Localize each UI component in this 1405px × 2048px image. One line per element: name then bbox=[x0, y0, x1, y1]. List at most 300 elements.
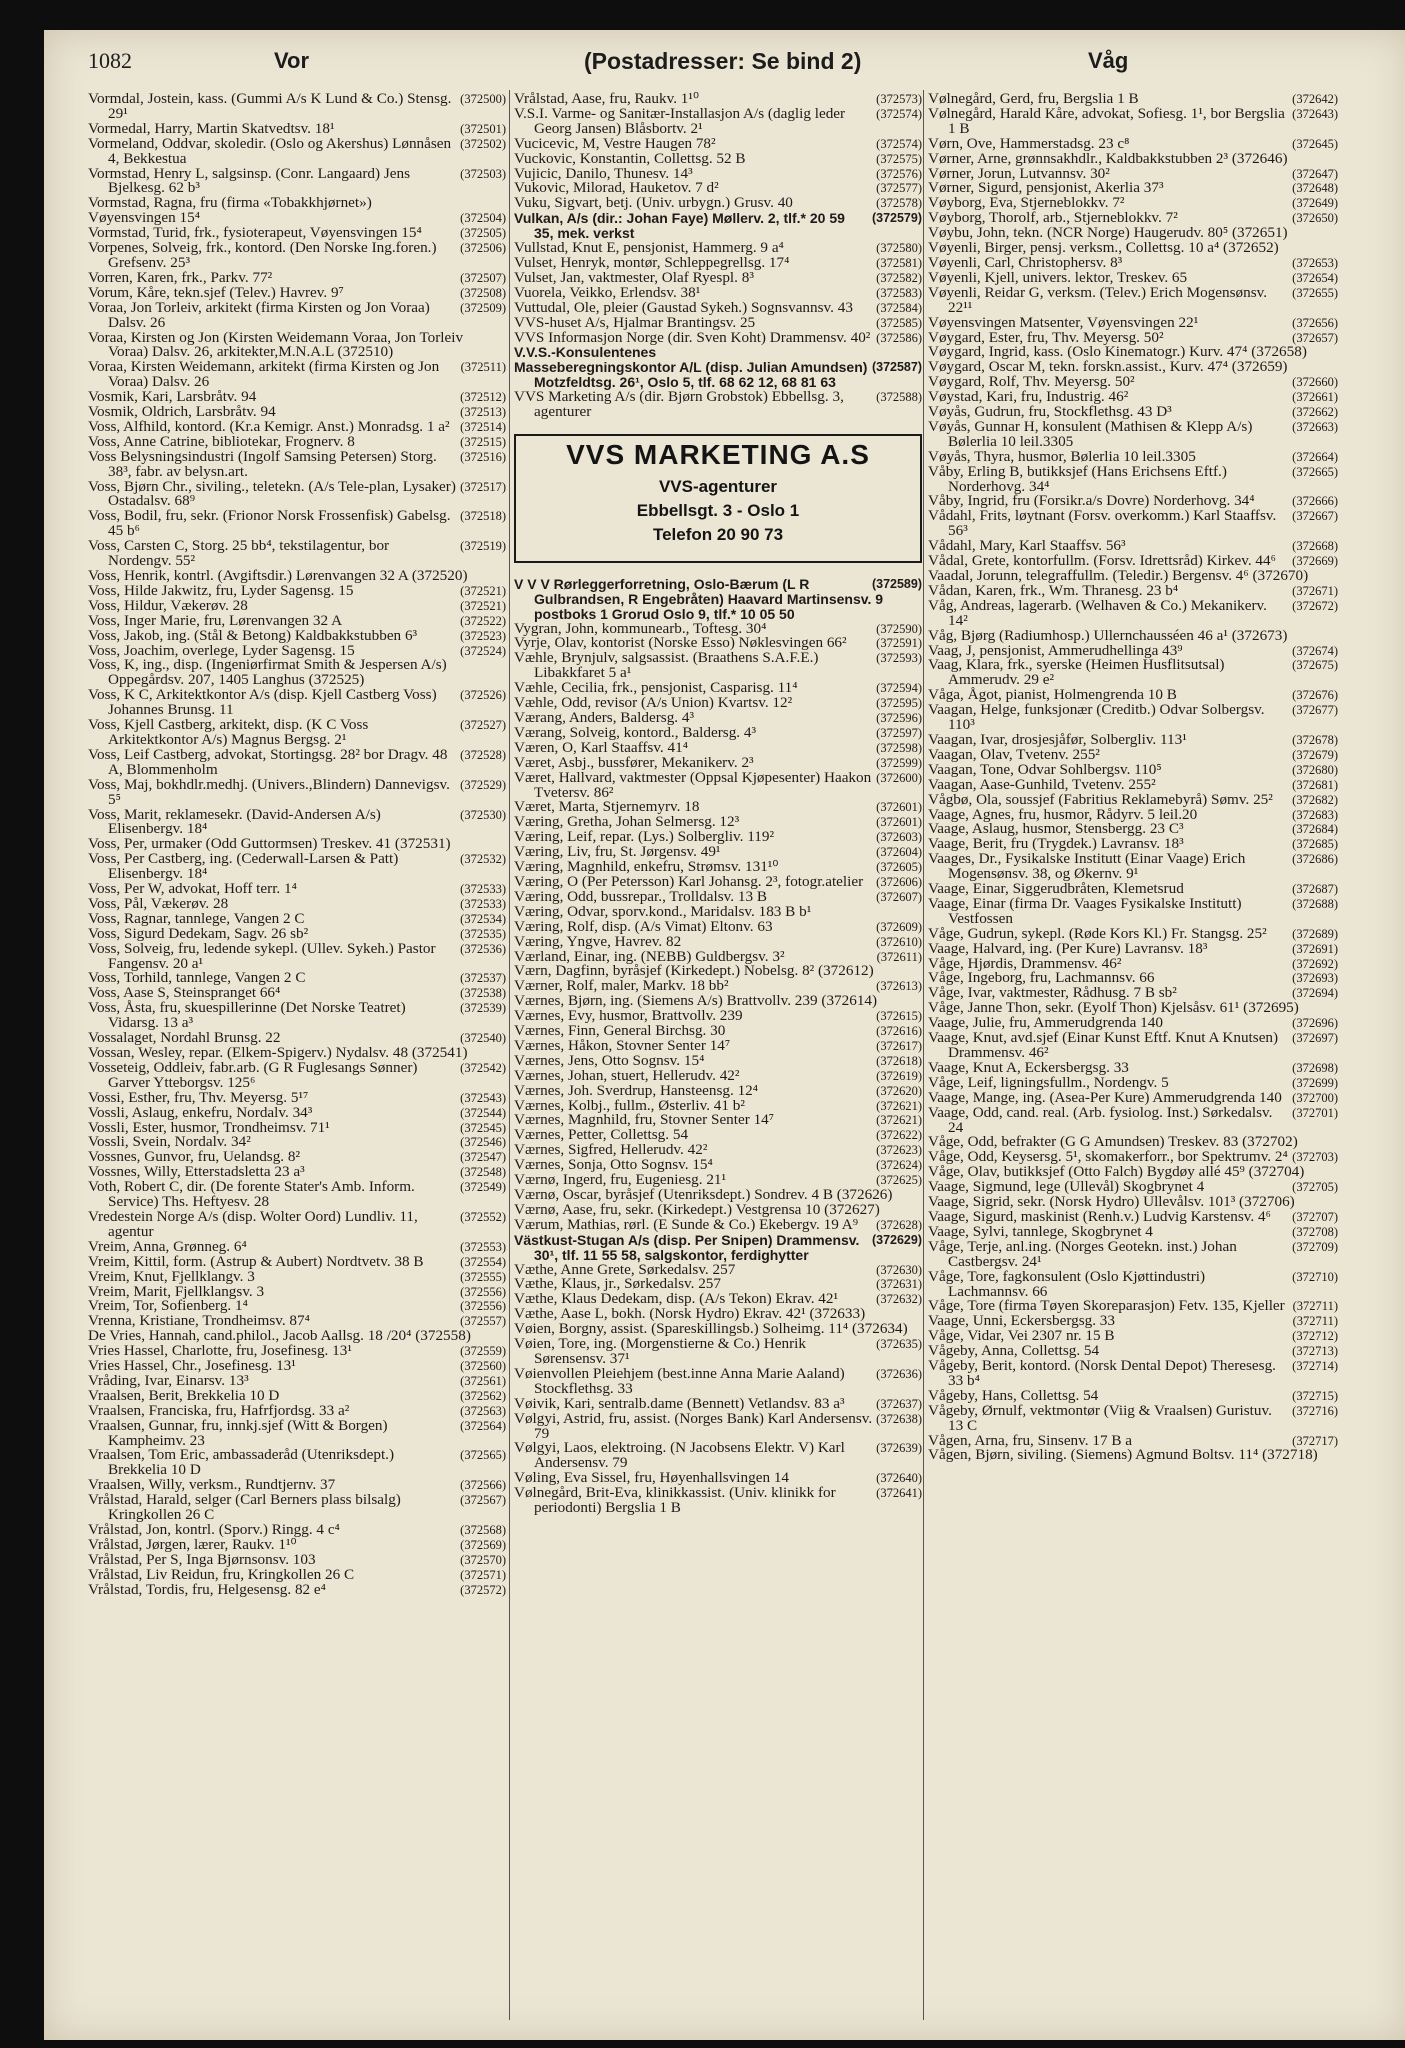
directory-entry bbox=[928, 462, 1338, 495]
entry-text: Våg, Bjørg (Radiumhosp.) Ullernchausséen 46 a¹ (372673) bbox=[928, 626, 1288, 644]
entry-text: Værnes, Evy, husmor, Brattvollv. 239 bbox=[514, 1007, 743, 1025]
directory-entry bbox=[88, 1207, 506, 1240]
entry-text: Vøien, Borgny, assist. (Spareskillingsb.) Solheimg. 11⁴ (372634) bbox=[514, 1320, 908, 1338]
directory-entry bbox=[514, 104, 922, 137]
entry-text: Våge, Tore (firma Tøyen Skoreparasjon) Fetv. 135, Kjeller bbox=[928, 1297, 1285, 1315]
entry-number: (372536) bbox=[460, 941, 506, 956]
entry-number: (372715) bbox=[1292, 1388, 1338, 1403]
entry-number: (372533) bbox=[460, 896, 506, 911]
entry-text: Voss, Pål, Vækerøv. 28 bbox=[88, 894, 229, 912]
entry-number: (372588) bbox=[876, 390, 922, 405]
entry-text: Vøygard, Oscar M, tekn. forskn.assist., Kurv. 47⁴ (372659) bbox=[928, 358, 1288, 376]
entry-text: Vøygard, Rolf, Thv. Meyersg. 50² bbox=[928, 373, 1135, 391]
entry-number: (372524) bbox=[460, 643, 506, 658]
entry-number: (372676) bbox=[1292, 688, 1338, 703]
entry-number: (372622) bbox=[876, 1128, 922, 1143]
entry-text: Våge, Hjørdis, Drammensv. 46² bbox=[928, 954, 1122, 972]
entry-text: Værnes, Håkon, Stovner Senter 14⁷ bbox=[514, 1036, 731, 1054]
entry-number: (372680) bbox=[1292, 762, 1338, 777]
directory-entry bbox=[514, 577, 922, 622]
ad-subtitle: VVS-agenturer bbox=[658, 476, 778, 496]
entry-text: Vossnes, Gunvor, fru, Uelandsg. 8² bbox=[88, 1148, 301, 1166]
entry-number: (372575) bbox=[876, 151, 922, 166]
entry-number: (372712) bbox=[1292, 1329, 1338, 1344]
entry-number: (372522) bbox=[460, 613, 506, 628]
entry-text: Vådal, Grete, kontorfullm. (Forsv. Idrettsråd) Kirkev. 44⁶ bbox=[928, 552, 1276, 570]
entry-text: Voss, Hilde Jakwitz, fru, Lyder Sagensg. 15 bbox=[88, 581, 354, 599]
entry-text: Våge, Terje, anl.ing. (Norges Geotekn. inst.) Johan Castbergsv. 24¹ bbox=[928, 1237, 1237, 1270]
entry-text: Vølnegård, Harald Kåre, advokat, Sofiesg. 1¹, bor Bergslia 1 B bbox=[928, 104, 1285, 137]
entry-number: (372628) bbox=[876, 1217, 922, 1232]
directory-entry bbox=[928, 1031, 1338, 1061]
entry-number: (372669) bbox=[1292, 554, 1338, 569]
entry-text: Vrenna, Kristiane, Trondheimsv. 87⁴ bbox=[88, 1312, 310, 1330]
entry-text: Vraalsen, Berit, Brekkelia 10 D bbox=[88, 1386, 280, 1404]
entry-number: (372556) bbox=[460, 1299, 506, 1314]
entry-text: Vrålstad, Tordis, fru, Helgesensg. 82 e⁴ bbox=[88, 1580, 326, 1598]
entry-number: (372607) bbox=[876, 889, 922, 904]
entry-text: Vraalsen, Franciska, fru, Hafrfjordsg. 33 a² bbox=[88, 1401, 350, 1419]
entry-text: Vaage, Agnes, fru, husmor, Rådyrv. 5 leil.20 bbox=[928, 805, 1198, 823]
entry-number: (372664) bbox=[1292, 449, 1338, 464]
entry-text: Vaages, Dr., Fysikalske Institutt (Einar Vaage) Erich Mogensønsv. 38, og Økernv. 9¹ bbox=[928, 850, 1246, 883]
directory-entry bbox=[514, 1486, 922, 1516]
directory-entry bbox=[88, 688, 506, 718]
entry-number: (372537) bbox=[460, 971, 506, 986]
entry-number: (372587) bbox=[871, 360, 922, 375]
directory-entry bbox=[928, 852, 1338, 882]
entry-number: (372640) bbox=[876, 1471, 922, 1486]
directory-entry bbox=[928, 658, 1338, 688]
entry-text: Vøyborg, Eva, Stjerneblokkv. 7² bbox=[928, 194, 1125, 212]
directory-entry bbox=[928, 1359, 1338, 1389]
entry-text: Voss, Per W, advokat, Hoff terr. 1⁴ bbox=[88, 880, 297, 898]
entry-number: (372618) bbox=[876, 1053, 922, 1068]
entry-text: Vaag, Klara, frk., syerske (Heimen Husflitsutsal) Ammerudv. 29 e² bbox=[928, 656, 1225, 689]
entry-number: (372500) bbox=[460, 92, 506, 106]
entry-text: Vøienvollen Pleiehjem (best.inne Anna Marie Aaland) Stockflethsg. 33 bbox=[514, 1364, 845, 1397]
entry-number: (372547) bbox=[460, 1150, 506, 1165]
entry-number: (372501) bbox=[460, 121, 506, 136]
entry-text: Vågen, Bjørn, siviling. (Siemens) Agmund Boltsv. 11⁴ (372718) bbox=[928, 1446, 1318, 1464]
entry-number: (372621) bbox=[876, 1113, 922, 1128]
entry-text: Vukovic, Milorad, Hauketov. 7 d² bbox=[514, 179, 719, 197]
entry-number: (372711) bbox=[1292, 1299, 1338, 1314]
entry-number: (372578) bbox=[876, 196, 922, 211]
directory-entry bbox=[88, 539, 506, 569]
entry-text: Vullstad, Knut E, pensjonist, Hammerg. 9 a⁴ bbox=[514, 239, 784, 257]
entry-text: Værnes, Bjørn, ing. (Siemens A/s) Brattvollv. 239 (372614) bbox=[514, 992, 878, 1010]
entry-number: (372668) bbox=[1292, 539, 1338, 554]
entry-number: (372679) bbox=[1292, 747, 1338, 762]
entry-text: Værnes, Kolbj., fullm., Østerliv. 41 b² bbox=[514, 1096, 745, 1114]
entry-number: (372507) bbox=[460, 270, 506, 285]
entry-text: Vørner, Arne, grønnsakhdlr., Kaldbakkstubben 2³ (372646) bbox=[928, 149, 1288, 167]
entry-text: Vossli, Svein, Nordalv. 34² bbox=[88, 1133, 251, 1151]
entry-text: Vøyborg, Thorolf, arb., Stjerneblokkv. 7² bbox=[928, 209, 1178, 227]
entry-number: (372518) bbox=[460, 509, 506, 524]
entry-text: Vågen, Arna, fru, Sinsenv. 17 B a bbox=[928, 1431, 1133, 1449]
entry-number: (372589) bbox=[871, 576, 922, 591]
entry-text: Voss, Kjell Castberg, arkitekt, disp. (K C Voss Arkitektkontor A/s) Magnus Bergsg. 2¹ bbox=[88, 716, 369, 748]
entry-number: (372713) bbox=[1292, 1344, 1338, 1359]
entry-number: (372565) bbox=[460, 1448, 506, 1463]
directory-entry bbox=[928, 283, 1338, 316]
entry-text: Voraa, Jon Torleiv, arkitekt (firma Kirsten og Jon Voraa) Dalsv. 26 bbox=[88, 298, 430, 331]
entry-text: Vaage, Sylvi, tannlege, Skogbrynet 4 bbox=[928, 1222, 1153, 1240]
entry-number: (372698) bbox=[1292, 1060, 1338, 1075]
directory-entry bbox=[514, 768, 922, 801]
entry-number: (372535) bbox=[460, 926, 506, 941]
directory-entry bbox=[514, 1215, 922, 1233]
entry-number: (372697) bbox=[1292, 1031, 1338, 1046]
entry-number: (372594) bbox=[876, 681, 922, 696]
entry-text: Voss, Leif Castberg, advokat, Stortingsg. 28² bor Dragv. 48 A, Blommenholm bbox=[88, 745, 448, 778]
entry-number: (372631) bbox=[876, 1277, 922, 1292]
entry-number: (372671) bbox=[1292, 583, 1338, 598]
entry-text: Vøyås, Thyra, husmor, Bølerlia 10 leil.3305 bbox=[928, 447, 1196, 465]
entry-number: (372616) bbox=[876, 1024, 922, 1039]
entry-number: (372611) bbox=[876, 949, 922, 964]
entry-text: V V V Rørleggerforretning, Oslo-Bærum (L R Gulbrandsen, R Engebråten) Haavard Martinsensv. 9 postboks 1 Grorud Oslo 9, tlf.* 10 05 50 bbox=[514, 575, 884, 622]
entry-number: (372506) bbox=[460, 241, 506, 256]
entry-number: (372694) bbox=[1292, 986, 1338, 1001]
entry-text: Vådahl, Frits, løytnant (Forsv. overkomm.) Karl Staaffsv. 56³ bbox=[928, 507, 1277, 540]
entry-number: (372546) bbox=[460, 1135, 506, 1150]
directory-entry bbox=[88, 745, 506, 778]
entry-number: (372615) bbox=[876, 1009, 922, 1024]
directory-entry bbox=[928, 894, 1338, 927]
entry-text: Voss, Alfhild, kontord. (Kr.a Kemigr. Anst.) Monradsg. 1 a² bbox=[88, 417, 450, 435]
directory-entry bbox=[514, 1233, 922, 1263]
entry-number: (372707) bbox=[1292, 1209, 1338, 1224]
entry-text: Vøyås, Gunnar H, konsulent (Mathisen & Klepp A/s) Bølerlia 10 leil.3305 bbox=[928, 417, 1253, 450]
entry-number: (372603) bbox=[876, 830, 922, 845]
entry-number: (372559) bbox=[460, 1344, 506, 1359]
entry-number: (372701) bbox=[1292, 1105, 1338, 1120]
entry-text: Vøling, Eva Sissel, fru, Høyenhallsvingen 14 bbox=[514, 1469, 790, 1487]
entry-text: Voss, Aase S, Steinspranget 66⁴ bbox=[88, 984, 281, 1002]
entry-text: Væhle, Odd, revisor (A/s Union) Kvartsv. 12² bbox=[514, 694, 793, 712]
entry-text: Vaage, Aslaug, husmor, Stensbergg. 23 C³ bbox=[928, 820, 1184, 838]
entry-number: (372689) bbox=[1292, 926, 1338, 941]
entry-text: Voss, Torhild, tannlege, Vangen 2 C bbox=[88, 969, 306, 987]
entry-number: (372688) bbox=[1292, 896, 1338, 911]
entry-text: Værnø, Aase, fru, sekr. (Kirkedept.) Vestgrensa 10 (372627) bbox=[514, 1200, 880, 1218]
entry-text: Vådan, Karen, frk., Wm. Thranesg. 23 b⁴ bbox=[928, 581, 1179, 599]
directory-entry bbox=[514, 1337, 922, 1367]
directory-entry bbox=[514, 651, 922, 681]
entry-number: (372648) bbox=[1292, 181, 1338, 196]
entry-number: (372714) bbox=[1292, 1359, 1338, 1374]
entry-text: Vøyensvingen Matsenter, Vøyensvingen 22¹ bbox=[928, 313, 1199, 331]
entry-text: Vråding, Ivar, Einarsv. 13³ bbox=[88, 1371, 249, 1389]
entry-number: (372539) bbox=[460, 1001, 506, 1016]
entry-number: (372576) bbox=[876, 166, 922, 181]
entry-text: Vuorela, Veikko, Erlendsv. 38¹ bbox=[514, 283, 701, 301]
entry-number: (372632) bbox=[876, 1292, 922, 1307]
entry-number: (372528) bbox=[460, 747, 506, 762]
entry-text: Vossli, Aslaug, enkefru, Nordalv. 34³ bbox=[88, 1103, 313, 1121]
entry-text: Voss, Inger Marie, fru, Lørenvangen 32 A bbox=[88, 611, 343, 629]
directory-entry bbox=[88, 447, 506, 480]
entry-number: (372563) bbox=[460, 1403, 506, 1418]
entry-number: (372540) bbox=[460, 1031, 506, 1046]
directory-entry bbox=[88, 1180, 506, 1210]
entry-text: Vaage, Sigmund, lege (Ullevål) Skogbrynet 4 bbox=[928, 1178, 1205, 1196]
entry-number: (372591) bbox=[876, 636, 922, 651]
directory-entry bbox=[88, 1580, 506, 1598]
entry-number: (372710) bbox=[1292, 1269, 1338, 1284]
entry-text: Vuku, Sigvart, betj. (Univ. urbygn.) Grusv. 40 bbox=[514, 194, 793, 212]
entry-number: (372643) bbox=[1292, 106, 1338, 121]
directory-entry bbox=[88, 134, 506, 167]
entry-text: Vossnes, Willy, Etterstadsletta 23 a³ bbox=[88, 1163, 305, 1181]
entry-text: Væring, Yngve, Havrev. 82 bbox=[514, 932, 682, 950]
entry-text: Vraalsen, Gunnar, fru, innkj.sjef (Witt & Borgen) Kampheimv. 23 bbox=[88, 1416, 388, 1449]
entry-number: (372619) bbox=[876, 1068, 922, 1083]
entry-text: Vorpenes, Solveig, frk., kontord. (Den Norske Ing.foren.) Grefsenv. 25³ bbox=[88, 239, 437, 271]
entry-text: Vørner, Sigurd, pensjonist, Akerlia 37³ bbox=[928, 179, 1164, 197]
directory-entry bbox=[928, 509, 1338, 539]
entry-text: Vreim, Kittil, form. (Astrup & Aubert) Nordtvetv. 38 B bbox=[88, 1252, 424, 1270]
entry-number: (372523) bbox=[460, 628, 506, 643]
entry-number: (372682) bbox=[1292, 792, 1338, 807]
entry-number: (372635) bbox=[876, 1337, 922, 1352]
entry-number: (372686) bbox=[1292, 852, 1338, 867]
entry-text: Våga, Ågot, pianist, Holmengrenda 10 B bbox=[928, 686, 1177, 704]
entry-text: Vølnegård, Brit-Eva, klinikkassist. (Univ. klinikk for periodonti) Bergslia 1 B bbox=[514, 1484, 836, 1517]
entry-text: Vreim, Marit, Fjellklangsv. 3 bbox=[88, 1282, 265, 1300]
directory-entry bbox=[88, 805, 506, 838]
entry-number: (372582) bbox=[876, 270, 922, 285]
entry-text: Våby, Ingrid, fru (Forsikr.a/s Dovre) Norderhovg. 34⁴ bbox=[928, 492, 1255, 510]
entry-text: Vreim, Tor, Sofienberg. 1⁴ bbox=[88, 1297, 248, 1315]
entry-text: Våby, Erling B, butikksjef (Hans Erichsens Eftf.) Norderhovg. 34⁴ bbox=[928, 462, 1227, 495]
entry-number: (372647) bbox=[1292, 166, 1338, 181]
entry-text: Vuckovic, Konstantin, Collettsg. 52 B bbox=[514, 149, 746, 167]
entry-number: (372601) bbox=[876, 815, 922, 830]
entry-text: Vøybu, John, tekn. (NCR Norge) Haugerudv. 80⁵ (372651) bbox=[928, 224, 1288, 242]
entry-number: (372584) bbox=[876, 300, 922, 315]
entry-number: (372554) bbox=[460, 1254, 506, 1269]
entry-number: (372691) bbox=[1292, 941, 1338, 956]
entry-number: (372711) bbox=[1292, 1314, 1338, 1329]
entry-text: Vorren, Karen, frk., Parkv. 77² bbox=[88, 268, 273, 286]
entry-number: (372519) bbox=[460, 539, 506, 554]
entry-number: (372516) bbox=[460, 449, 506, 464]
entry-text: Vaagan, Ivar, drosjesjåfør, Solbergliv. 113¹ bbox=[928, 730, 1187, 748]
entry-text: Vorum, Kåre, tekn.sjef (Telev.) Havrev. 9⁷ bbox=[88, 283, 344, 301]
entry-text: Voss, Sigurd Dedekam, Sagv. 26 sb² bbox=[88, 924, 309, 942]
entry-text: Vreim, Knut, Fjellklangv. 3 bbox=[88, 1267, 255, 1285]
entry-text: Værnes, Petter, Collettsg. 54 bbox=[514, 1126, 689, 1144]
entry-number: (372581) bbox=[876, 255, 922, 270]
entry-number: (372656) bbox=[1292, 315, 1338, 330]
entry-number: (372650) bbox=[1292, 211, 1338, 226]
entry-number: (372553) bbox=[460, 1239, 506, 1254]
entry-text: Voss, Bjørn Chr., siviling., teletekn. (A/s Tele-plan, Lysaker) Ostadalsv. 68⁹ bbox=[88, 477, 456, 510]
entry-text: Vaage, Knut, avd.sjef (Einar Kunst Eftf. Knut A Knutsen) Drammensv. 46² bbox=[928, 1029, 1279, 1061]
directory-entry bbox=[514, 360, 922, 390]
directory-entry bbox=[514, 196, 922, 211]
entry-number: (372629) bbox=[871, 1232, 922, 1247]
entry-number: (372700) bbox=[1292, 1090, 1338, 1105]
column-divider bbox=[923, 90, 924, 2020]
directory-entry bbox=[88, 360, 506, 390]
entry-number: (372574) bbox=[876, 106, 922, 121]
entry-text: Væthe, Klaus Dedekam, disp. (A/s Tekon) Ekrav. 42¹ bbox=[514, 1290, 839, 1308]
entry-text: De Vries, Hannah, cand.philol., Jacob Aallsg. 18 /20⁴ (372558) bbox=[88, 1327, 471, 1345]
entry-text: Våge, Leif, ligningsfullm., Nordengv. 5 bbox=[928, 1073, 1169, 1091]
entry-number: (372667) bbox=[1292, 509, 1338, 524]
entry-text: Vøien, Tore, ing. (Morgenstierne & Co.) Henrik Sørensensv. 37¹ bbox=[514, 1335, 806, 1367]
header-left-word: Vor bbox=[274, 48, 310, 73]
column-2-top bbox=[514, 92, 922, 420]
entry-text: Værum, Mathias, rørl. (E Sunde & Co.) Ekebergv. 19 A⁹ bbox=[514, 1215, 859, 1233]
entry-text: Våge, Tore, fagkonsulent (Oslo Kjøttindustri) Lachmannsv. 66 bbox=[928, 1267, 1206, 1300]
entry-number: (372574) bbox=[876, 136, 922, 151]
entry-number: (372529) bbox=[460, 777, 506, 792]
entry-text: Vossi, Esther, fru, Thv. Meyersg. 5¹⁷ bbox=[88, 1088, 309, 1106]
entry-number: (372655) bbox=[1292, 285, 1338, 300]
entry-number: (372569) bbox=[460, 1537, 506, 1552]
entry-text: Vøyensvingen 15⁴ bbox=[88, 209, 201, 227]
entry-number: (372534) bbox=[460, 911, 506, 926]
entry-number: (372526) bbox=[460, 688, 506, 703]
entry-text: Våge, Vidar, Vei 2307 nr. 15 B bbox=[928, 1327, 1115, 1345]
directory-entry bbox=[88, 164, 506, 197]
entry-text: Vormstad, Henry L, salgsinsp. (Conr. Langaard) Jens Bjelkesg. 62 b³ bbox=[88, 164, 410, 197]
entry-text: Vrålstad, Jon, kontrl. (Sporv.) Ringg. 4 c⁴ bbox=[88, 1521, 340, 1538]
directory-entry bbox=[88, 775, 506, 808]
entry-text: Vrålstad, Jørgen, lærer, Raukv. 1¹⁰ bbox=[88, 1535, 297, 1553]
entry-number: (372557) bbox=[460, 1314, 506, 1329]
entry-number: (372693) bbox=[1292, 971, 1338, 986]
entry-text: Væring, Rolf, disp. (A/s Vimat) Eltonv. 63 bbox=[514, 917, 773, 935]
entry-text: Vaage, Knut A, Eckersbergsg. 33 bbox=[928, 1058, 1129, 1076]
entry-number: (372675) bbox=[1292, 658, 1338, 673]
entry-number: (372579) bbox=[871, 211, 922, 226]
entry-text: Vaagan, Aase-Gunhild, Tvetenv. 255² bbox=[928, 775, 1156, 793]
entry-text: Vaage, Einar (firma Dr. Vaages Fysikalske Institutt) Vestfossen bbox=[928, 894, 1242, 927]
entry-text: Vulset, Henryk, montør, Schleppegrellsg. 17⁴ bbox=[514, 253, 790, 271]
entry-number: (372586) bbox=[876, 330, 922, 345]
entry-text: Vøyenli, Reidar G, verksm. (Telev.) Erich Mogensønsv. 22¹¹ bbox=[928, 283, 1268, 316]
entry-text: Vølnegård, Gerd, fru, Bergslia 1 B bbox=[928, 92, 1139, 107]
entry-number: (372567) bbox=[460, 1493, 506, 1508]
entry-text: Vygran, John, kommunearb., Toftesg. 30⁴ bbox=[514, 619, 767, 637]
entry-number: (372552) bbox=[460, 1209, 506, 1224]
entry-number: (372596) bbox=[876, 711, 922, 725]
entry-text: Væring, Gretha, Johan Selmersg. 12³ bbox=[514, 813, 740, 831]
directory-entry bbox=[928, 1267, 1338, 1300]
entry-number: (372642) bbox=[1292, 92, 1338, 106]
entry-number: (372511) bbox=[460, 360, 506, 375]
entry-number: (372649) bbox=[1292, 196, 1338, 211]
entry-text: V.S.I. Varme- og Sanitær-Installasjon A/s (daglig leder Georg Jansen) Blåsbortv. 2¹ bbox=[514, 104, 846, 137]
entry-text: Vaage, Sigurd, maskinist (Renh.v.) Ludvig Karstensv. 4⁶ bbox=[928, 1207, 1271, 1225]
directory-entry bbox=[88, 718, 506, 748]
entry-text: Værnes, Sonja, Otto Sognsv. 15⁴ bbox=[514, 1156, 713, 1174]
entry-number: (372620) bbox=[876, 1083, 922, 1098]
entry-number: (372568) bbox=[460, 1523, 506, 1537]
directory-entry bbox=[928, 1237, 1338, 1270]
directory-entry bbox=[928, 1448, 1338, 1463]
entry-text: Vrålstad, Harald, selger (Carl Berners plass bilsalg) Kringkollen 26 C bbox=[88, 1491, 401, 1524]
entry-text: Voth, Robert C, dir. (De forente Stater's Amb. Inform. Service) Ths. Heftyesv. 28 bbox=[88, 1178, 415, 1211]
entry-text: Væring, Leif, repar. (Lys.) Solbergliv. 119² bbox=[514, 828, 775, 846]
entry-text: Vørner, Jorun, Lutvannsv. 30² bbox=[928, 164, 1110, 182]
entry-text: Vaage, Halvard, ing. (Per Kure) Lavransv. 18³ bbox=[928, 939, 1208, 957]
entry-text: Vossalaget, Nordahl Brunsg. 22 bbox=[88, 1029, 281, 1047]
entry-number: (372555) bbox=[460, 1269, 506, 1284]
column-3 bbox=[928, 92, 1338, 2032]
entry-number: (372572) bbox=[460, 1582, 506, 1597]
entry-text: Våge, Gudrun, sykepl. (Røde Kors Kl.) Fr. Stangsg. 25² bbox=[928, 924, 1267, 942]
entry-text: Vaagan, Helge, funksjonær (Creditb.) Odvar Solbergsv. 110³ bbox=[928, 701, 1265, 734]
entry-text: Voraa, Kirsten og Jon (Kirsten Weidemann Voraa, Jon Torleiv Voraa) Dalsv. 26, arkitekter,M.N.A.L (372510) bbox=[88, 328, 464, 361]
entry-number: (372521) bbox=[460, 583, 506, 598]
entry-number: (372703) bbox=[1292, 1150, 1338, 1165]
entry-text: Voss, Solveig, fru, ledende sykepl. (Ullev. Sykeh.) Pastor Fangensv. 20 a¹ bbox=[88, 939, 436, 972]
entry-text: Væhle, Cecilia, frk., pensjonist, Casparisg. 11⁴ bbox=[514, 679, 798, 697]
directory-entry bbox=[514, 390, 922, 420]
entry-text: Vådahl, Mary, Karl Staaffsv. 56³ bbox=[928, 537, 1126, 555]
entry-text: Våge, Odd, Keysersg. 5¹, skomakerforr., bor Spektrumv. 2⁴ bbox=[928, 1148, 1288, 1166]
entry-number: (372705) bbox=[1292, 1180, 1338, 1195]
entry-text: Voss, Henrik, kontrl. (Avgiftsdir.) Lørenvangen 32 A (372520) bbox=[88, 567, 468, 584]
directory-entry bbox=[88, 1416, 506, 1449]
directory-entry bbox=[514, 211, 922, 241]
directory-entry bbox=[928, 1401, 1338, 1434]
entry-number: (372543) bbox=[460, 1090, 506, 1105]
entry-text: Vågbø, Ola, soussjef (Fabritius Reklamebyrå) Sømv. 25² bbox=[928, 790, 1273, 808]
entry-number: (372504) bbox=[460, 211, 506, 226]
entry-number: (372521) bbox=[460, 598, 506, 613]
directory-entry bbox=[88, 1058, 506, 1091]
entry-text: Voss, K C, Arkitektkontor A/s (disp. Kjell Castberg Voss) Johannes Brunsg. 11 bbox=[88, 686, 437, 719]
entry-text: Våge, Ivar, vaktmester, Rådhusg. 7 B sb² bbox=[928, 984, 1177, 1002]
directory-entry bbox=[928, 703, 1338, 733]
entry-text: Vulset, Jan, vaktmester, Olaf Ryespl. 8³ bbox=[514, 268, 754, 286]
entry-number: (372597) bbox=[876, 725, 922, 740]
entry-text: Vågeby, Ørnulf, vektmontør (Viig & Vraalsen) Guristuv. 13 C bbox=[928, 1401, 1272, 1434]
entry-number: (372542) bbox=[460, 1060, 506, 1075]
entry-text: Vujicic, Danilo, Thunesv. 14³ bbox=[514, 164, 693, 182]
entry-number: (372545) bbox=[460, 1120, 506, 1135]
entry-text: Voss, Marit, reklamesekr. (David-Andersen A/s) Elisenbergv. 18⁴ bbox=[88, 805, 381, 838]
entry-text: Væthe, Aase L, bokh. (Norsk Hydro) Ekrav. 42¹ (372633) bbox=[514, 1305, 866, 1323]
entry-number: (372570) bbox=[460, 1552, 506, 1567]
entry-number: (372583) bbox=[876, 285, 922, 300]
entry-text: Våge, Olav, butikksjef (Otto Falch) Bygdøy allé 45⁹ (372704) bbox=[928, 1163, 1305, 1181]
entry-text: Voss Belysningsindustri (Ingolf Samsing Petersen) Storg. 38³, fabr. av belysn.art. bbox=[88, 447, 437, 480]
entry-number: (372657) bbox=[1292, 330, 1338, 345]
entry-number: (372674) bbox=[1292, 643, 1338, 658]
entry-text: Værn, Dagfinn, byråsjef (Kirkedept.) Nobelsg. 8² (372612) bbox=[514, 962, 874, 980]
entry-text: Værnø, Ingerd, fru, Eugeniesg. 21¹ bbox=[514, 1171, 727, 1189]
entry-number: (372514) bbox=[460, 419, 506, 434]
entry-text: Været, Asbj., bussfører, Mekanikerv. 2³ bbox=[514, 753, 754, 771]
ad-phone: Telefon 20 90 73 bbox=[652, 524, 784, 544]
entry-text: Vyrje, Olav, kontorist (Norske Esso) Nøklesvingen 66² bbox=[514, 634, 847, 652]
entry-number: (372605) bbox=[876, 860, 922, 875]
entry-number: (372585) bbox=[876, 315, 922, 330]
directory-entry bbox=[88, 298, 506, 331]
entry-number: (372636) bbox=[876, 1366, 922, 1381]
entry-number: (372595) bbox=[876, 696, 922, 711]
